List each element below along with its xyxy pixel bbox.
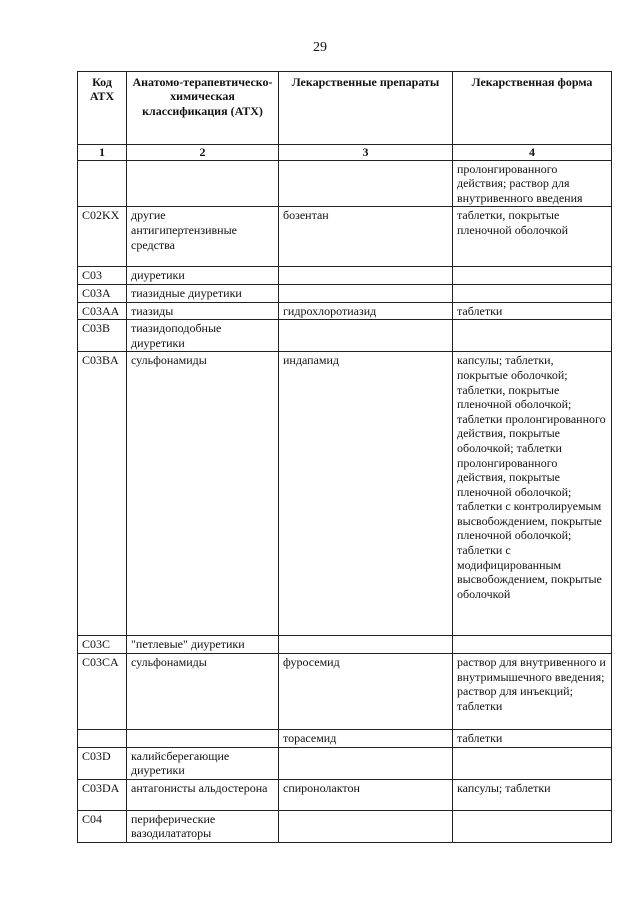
cell-code: C03AA <box>78 302 127 320</box>
cell-classification: другие антигипертензивные средства <box>127 207 279 267</box>
cell-medication: бозентан <box>279 207 453 267</box>
cell-medication <box>279 747 453 779</box>
cell-form <box>453 320 612 352</box>
cell-code: C03A <box>78 284 127 302</box>
header-dosage-form: Лекарственная форма <box>453 72 612 145</box>
cell-classification: тиазиды <box>127 302 279 320</box>
cell-form: таблетки, покрытые пленочной оболочкой <box>453 207 612 267</box>
cell-classification: "петлевые" диуретики <box>127 636 279 654</box>
cell-code: C03B <box>78 320 127 352</box>
cell-form <box>453 636 612 654</box>
cell-medication: гидрохлоротиазид <box>279 302 453 320</box>
table-row <box>78 320 612 352</box>
cell-code: C03CA <box>78 653 127 729</box>
table-row <box>78 810 612 842</box>
cell-medication: фуросемид <box>279 653 453 729</box>
table-row <box>78 653 612 729</box>
cell-medication: индапамид <box>279 352 453 636</box>
table-row <box>78 747 612 779</box>
table-row <box>78 352 612 636</box>
cell-medication <box>279 267 453 285</box>
cell-medication <box>279 284 453 302</box>
column-number: 3 <box>279 145 453 161</box>
column-number: 2 <box>127 145 279 161</box>
cell-form <box>453 747 612 779</box>
cell-classification <box>127 160 279 207</box>
cell-form <box>453 810 612 842</box>
table-row <box>78 207 612 267</box>
cell-code: C03 <box>78 267 127 285</box>
cell-form: капсулы; таблетки, покрытые оболочкой; таблетки, покрытые пленочной оболочкой; таблетки пролонгированного действия, покрытые оболочкой; таблетки пролонгированного действия, покрытые пленочной оболочкой; таблетки с контролируемым высвобождением, покрытые пленочной оболочкой; таблетки с модифицированным высвобождением, покрытые оболочкой <box>453 352 612 636</box>
cell-form: пролонгированного действия; раствор для внутривенного введения <box>453 160 612 207</box>
cell-code: C03BA <box>78 352 127 636</box>
table-row <box>78 267 612 285</box>
cell-classification: диуретики <box>127 267 279 285</box>
cell-form <box>453 284 612 302</box>
cell-classification: тиазидные диуретики <box>127 284 279 302</box>
cell-form: таблетки <box>453 729 612 747</box>
table-row <box>78 284 612 302</box>
cell-code <box>78 729 127 747</box>
header-atx-classification: Анатомо-терапевтическо-химическая классификация (АТХ) <box>127 72 279 145</box>
cell-form: раствор для внутривенного и внутримышечного введения; раствор для инъекций; таблетки <box>453 653 612 729</box>
column-number: 1 <box>78 145 127 161</box>
cell-medication: спиронолактон <box>279 779 453 810</box>
table-row <box>78 729 612 747</box>
table-row <box>78 636 612 654</box>
cell-medication <box>279 810 453 842</box>
cell-classification: тиазидоподобные диуретики <box>127 320 279 352</box>
column-number-row <box>78 145 612 161</box>
cell-classification: периферические вазодилататоры <box>127 810 279 842</box>
cell-classification: антагонисты альдостерона <box>127 779 279 810</box>
cell-form: таблетки <box>453 302 612 320</box>
cell-code: C03D <box>78 747 127 779</box>
cell-medication <box>279 160 453 207</box>
cell-code: C03DA <box>78 779 127 810</box>
cell-code <box>78 160 127 207</box>
header-medications: Лекарственные препараты <box>279 72 453 145</box>
atx-medication-table <box>77 71 612 843</box>
cell-code: C04 <box>78 810 127 842</box>
cell-classification: калийсберегающие диуретики <box>127 747 279 779</box>
cell-form <box>453 267 612 285</box>
cell-classification <box>127 729 279 747</box>
cell-medication: торасемид <box>279 729 453 747</box>
cell-classification: сульфонамиды <box>127 653 279 729</box>
table-row <box>78 779 612 810</box>
cell-medication <box>279 320 453 352</box>
table-row <box>78 302 612 320</box>
cell-medication <box>279 636 453 654</box>
table-row <box>78 160 612 207</box>
cell-classification: сульфонамиды <box>127 352 279 636</box>
column-number: 4 <box>453 145 612 161</box>
cell-form: капсулы; таблетки <box>453 779 612 810</box>
header-atx-code: Код АТХ <box>78 72 127 145</box>
cell-code: C03C <box>78 636 127 654</box>
cell-code: C02KX <box>78 207 127 267</box>
page-number: 29 <box>313 40 327 55</box>
table-header-row <box>78 72 612 145</box>
